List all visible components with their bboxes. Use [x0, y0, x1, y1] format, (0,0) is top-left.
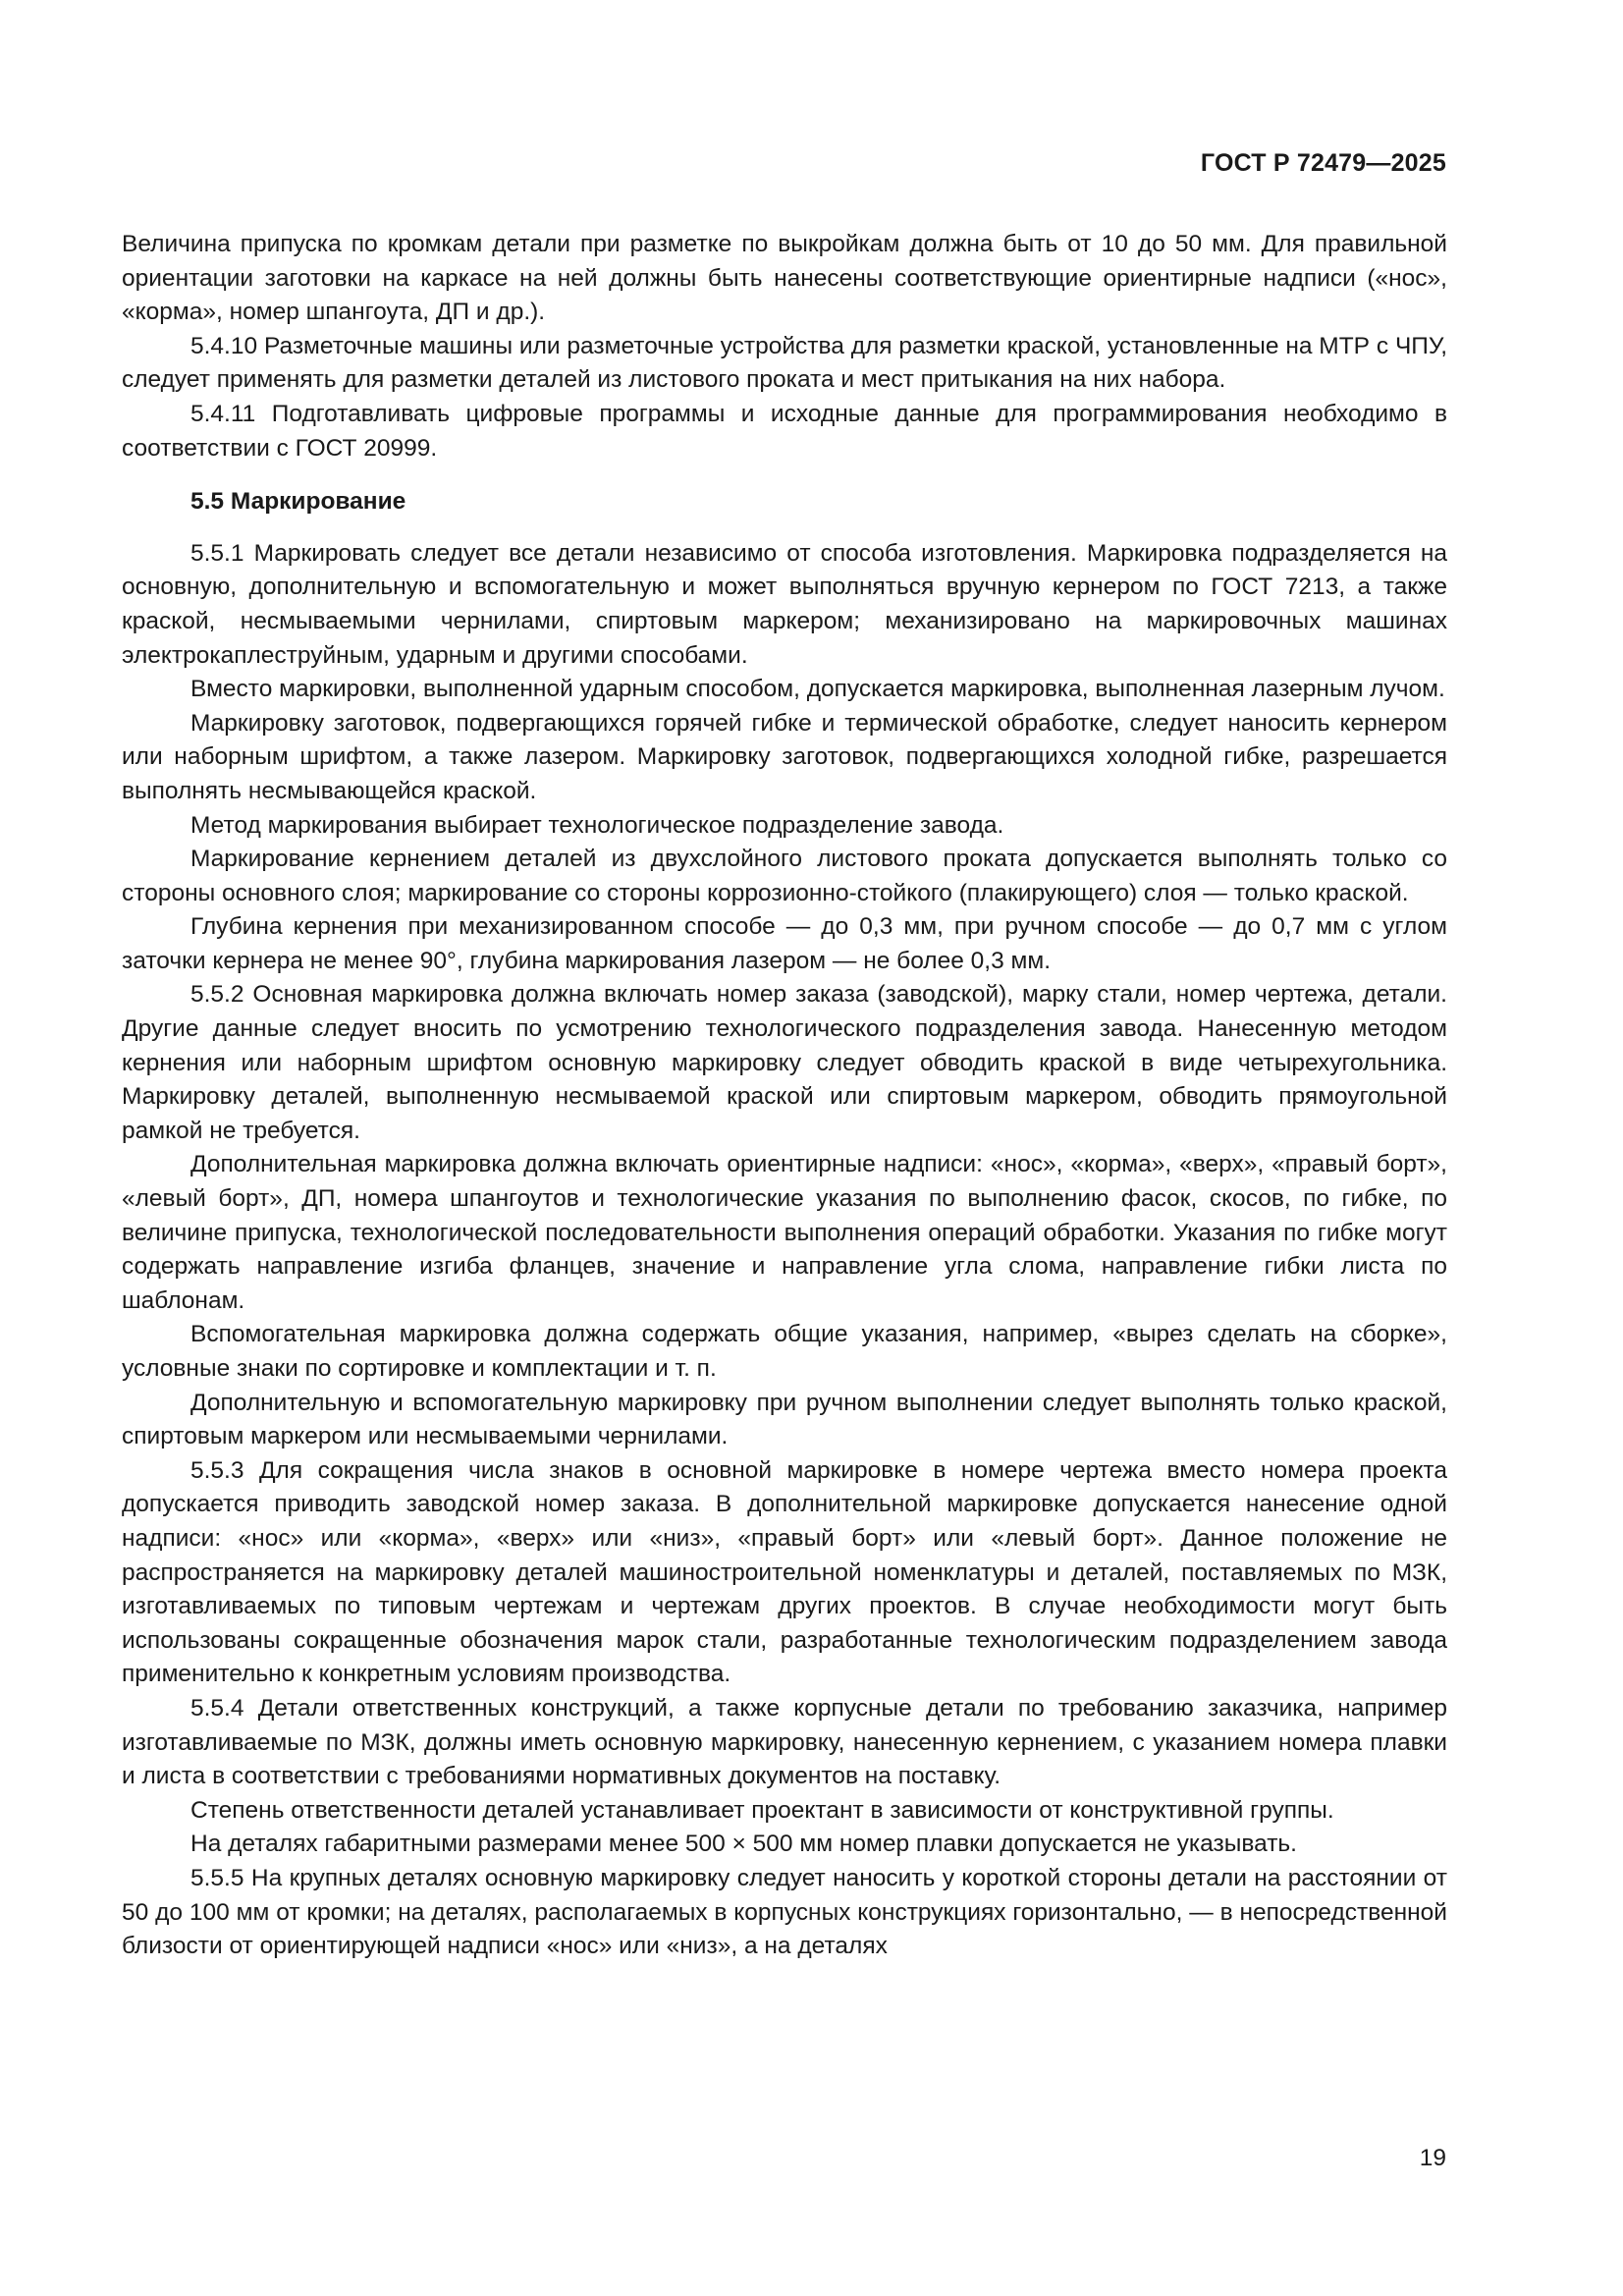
paragraph: Глубина кернения при механизированном способе — до 0,3 мм, при ручном способе — до 0,7 мм с углом заточки кернера не менее 90°, глубина маркирования лазером — не более 0,3 мм. — [122, 913, 1447, 974]
paragraph: 5.5.4 Детали ответственных конструкций, а также корпусные детали по требованию заказчика, например изготавливаемые по МЗК, должны иметь основную маркировку, нанесенную кернением, с указанием номера плавки и листа в соответствии с требованиями нормативных документов на поставку. — [122, 1694, 1447, 1790]
paragraph: 5.4.10 Разметочные машины или разметочные устройства для разметки краской, установленные на МТР с ЧПУ, следует применять для разметки деталей из листового проката и мест притыкания на них набора. — [122, 332, 1447, 394]
paragraph: 5.4.11 Подготавливать цифровые программы и исходные данные для программирования необходимо в соответствии с ГОСТ 20999. — [122, 400, 1447, 462]
paragraph: Степень ответственности деталей устанавливает проектант в зависимости от конструктивной группы. — [190, 1796, 1334, 1824]
paragraph: Маркирование кернением деталей из двухслойного листового проката допускается выполнять только со стороны основного слоя; маркирование со стороны коррозионно-стойкого (плакирующего) слоя — только краской. — [122, 846, 1447, 906]
paragraph: 5.5.5 На крупных деталях основную маркировку следует наносить у короткой стороны детали на расстоянии от 50 до 100 мм от кромки; на деталях, располагаемых в корпусных конструкциях горизонтально, — в непосредственной близости от ориентирующей надписи «нос» или «низ», а на деталях — [122, 1864, 1447, 1960]
paragraph: Метод маркирования выбирает технологическое подразделение завода. — [190, 811, 1004, 839]
document-code: ГОСТ Р 72479—2025 — [1200, 149, 1446, 177]
page-number: 19 — [1419, 2145, 1446, 2171]
paragraph: 5.5.3 Для сокращения числа знаков в основной маркировке в номере чертежа вместо номера проекта допускается приводить заводской номер заказа. В дополнительной маркировке допускается нанесение одной надписи: «нос» или «корма», «верх» или «низ», «правый борт» или «левый борт». Данное положение не распространяется на маркировку деталей машиностроительной номенклатуры и деталей, поставляемых по МЗК, изготавливаемых по типовым чертежам и чертежам других проектов. В случае необходимости могут быть использованы сокращенные обозначения марок стали, разработанные технологическим подразделением завода применительно к конкретным условиям производства. — [122, 1456, 1447, 1688]
paragraph: Величина припуска по кромкам детали при разметке по выкройкам должна быть от 10 до 50 мм. Для правильной ориентации заготовки на каркасе на ней должны быть нанесены соответствующие ориентирные надписи («нос», «корма», номер шпангоута, ДП и др.). — [122, 231, 1447, 326]
paragraph: Вспомогательная маркировка должна содержать общие указания, например, «вырез сделать на сборке», условные знаки по сортировке и комплектации и т. п. — [122, 1321, 1447, 1382]
paragraph: 5.5.2 Основная маркировка должна включать номер заказа (заводской), марку стали, номер чертежа, детали. Другие данные следует вносить по усмотрению технологического подразделения завода. Нанесенную методом кернения или наборным шрифтом основную маркировку следует обводить краской в виде четырехугольника. Маркировку деталей, выполненную несмываемой краской или спиртовым маркером, обводить прямоугольной рамкой не требуется. — [122, 981, 1447, 1144]
paragraph: Дополнительную и вспомогательную маркировку при ручном выполнении следует выполнять только краской, спиртовым маркером или несмываемыми чернилами. — [122, 1389, 1447, 1450]
paragraph: На деталях габаритными размерами менее 500 × 500 мм номер плавки допускается не указывать. — [190, 1831, 1297, 1858]
paragraph: Вместо маркировки, выполненной ударным способом, допускается маркировка, выполненная лазерным лучом. — [190, 676, 1445, 703]
section-heading: 5.5 Маркирование — [190, 488, 406, 516]
page-content — [122, 228, 1447, 1964]
paragraph: 5.5.1 Маркировать следует все детали независимо от способа изготовления. Маркировка подразделяется на основную, дополнительную и вспомогательную и может выполняться вручную кернером по ГОСТ 7213, а также краской, несмываемыми чернилами, спиртовым маркером; механизировано на маркировочных машинах электрокаплеструйным, ударным и другими способами. — [122, 539, 1447, 669]
paragraph: Дополнительная маркировка должна включать ориентирные надписи: «нос», «корма», «верх», «правый борт», «левый борт», ДП, номера шпангоутов и технологические указания по выполнению фасок, скосов, по гибке, по величине припуска, технологической последовательности выполнения операций обработки. Указания по гибке могут содержать направление изгиба фланцев, значение и направление угла слома, направление гибки листа по шаблонам. — [122, 1151, 1447, 1314]
paragraph: Маркировку заготовок, подвергающихся горячей гибке и термической обработке, следует наносить кернером или наборным шрифтом, а также лазером. Маркировку заготовок, подвергающихся холодной гибке, разрешается выполнять несмывающейся краской. — [122, 709, 1447, 804]
